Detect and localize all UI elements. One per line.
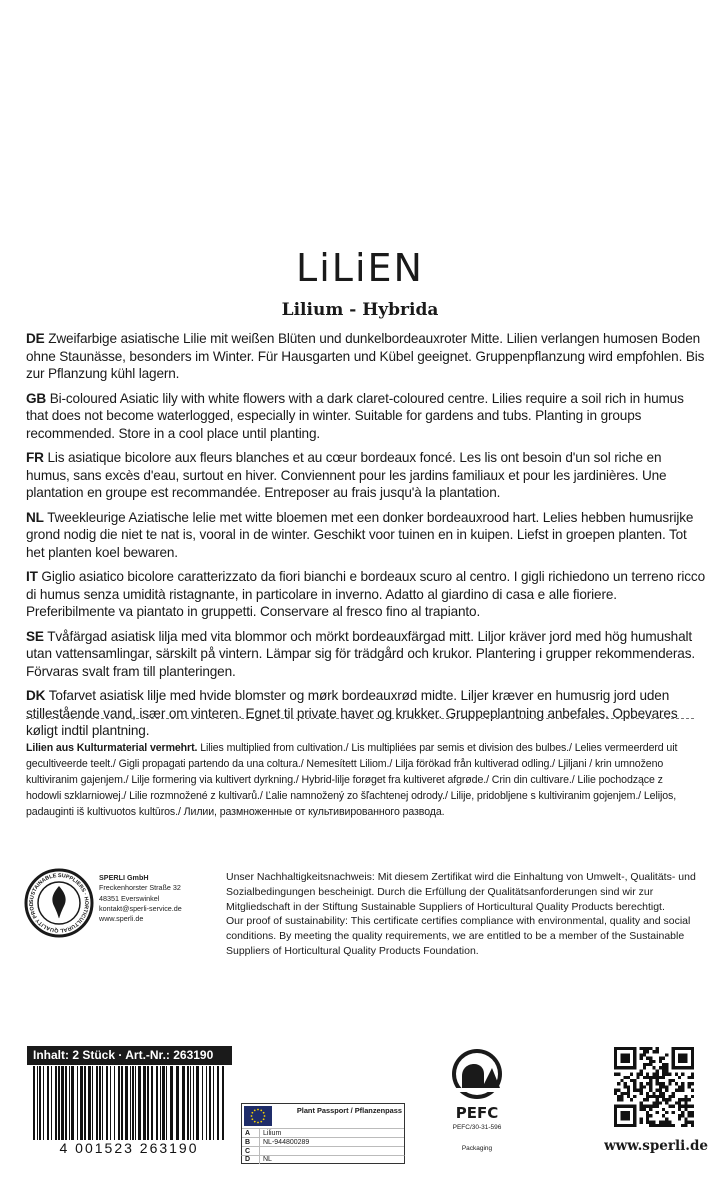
passport-row-c: C xyxy=(242,1146,404,1156)
sustainable-suppliers-seal-icon xyxy=(24,868,94,938)
description-text: Zweifarbige asiatische Lilie mit weißen Blüten und dunkelbordeauxroter Mitte. Lilien verlangen humosen Boden ohne Staunässe, besonders im Winter. Für Hausgarten und Kübel geeignet. Gruppenpflanzung wird empfohlen. Bis zur Pflanzung kühl lagern. xyxy=(26,331,705,381)
origin-text: Lilies multiplied from cultivation./ Lis multipliées par semis et division des bulbes./ Lelies vermeerderd uit gecultiveerde teelt./ Gigli propagati partendo da una coltura./ Nemesített Liliom./ Lilja förökad från kultiverad odling./ Ljiljani / krin umnoženo kultiviranim gajenjem./ Lilje formering via kultivert dyrkning./ Hybrid-lilje forøget fra kultiveret afgrøde./ Crin din cultivare./ Lilie pochodzące z hodowli szklarniowej./ Lilie rozmnožené z kultivarů./ Ľalie namnožený zo šľachtenej odrody./ Lilije, pridobljene s kultiviranim gojenjem./ Lelijos, padauginti iš kultivuotos kultūros./ Лилии, размноженные от культивированного развода. xyxy=(26,742,678,818)
qr-code[interactable] xyxy=(614,1047,694,1127)
ean-barcode xyxy=(27,1066,232,1156)
language-code: GB xyxy=(26,390,47,406)
language-code: IT xyxy=(26,569,38,584)
description-fr xyxy=(26,449,706,502)
cut-line-divider xyxy=(26,718,694,719)
language-code: DE xyxy=(26,331,45,346)
pefc-code: PEFC/30-31-596 xyxy=(452,1124,502,1131)
pefc-label: PEFC xyxy=(455,1104,499,1122)
plant-passport xyxy=(241,1103,405,1156)
pefc-packaging-label: Packaging xyxy=(461,1145,493,1152)
description-it xyxy=(26,568,706,621)
company-web: www.sperli.de xyxy=(99,914,144,924)
description-text: Bi-coloured Asiatic lily with white flowers with a dark claret-coloured centre. Lilies require a soil rich in humus that does not become waterlogged, especially in winter. Suitable for gardens and tubs. Planting in groups recommended. Store in a cool place until planting. xyxy=(26,390,684,441)
barcode-digits: 4 001523 263190 xyxy=(59,1140,199,1156)
sustainability-statement xyxy=(226,870,696,959)
pefc-logo-icon xyxy=(448,1048,506,1122)
description-list xyxy=(26,330,706,747)
company-name: SPERLI GmbH xyxy=(99,873,149,882)
description-dk xyxy=(26,687,706,740)
passport-title: Plant Passport / Pflanzenpass xyxy=(296,1106,402,1115)
eu-flag-icon xyxy=(244,1106,272,1126)
description-text: Giglio asiatico bicolore caratterizzato da fiori bianchi e bordeaux scuro al centro. I gigli richiedono un terreno ricco di humus senza umidità ristagnante, in particolare in inverno. Adatto al giardino di casa e alle fioriere. Preferibilmente va piantato in gruppetti. Conservare al fresco fino al trapianto. xyxy=(26,569,705,619)
botanical-name: Lilium - Hybrida xyxy=(281,300,439,320)
product-title: LiLiEN xyxy=(296,246,424,290)
description-text: Tofarvet asiatisk lilje med hvide blomster og mørk bordeauxrød midte. Liljer kræver en humusrig jord uden stillestående vand, især om vinteren. Egnet til private haver og krukker. Gruppeplantning anbefales. Opbevares køligt indtil plantning. xyxy=(26,688,678,738)
description-text: Lis asiatique bicolore aux fleurs blanches et au cœur bordeaux foncé. Les lis ont besoin d'un sol riche en humus, sans excès d'eau, surtout en hiver. Conviennent pour les jardins familiaux et pour les jardinières. Une plantation en groupe est recommandée. Entreposer au frais jusqu'à la plantation. xyxy=(26,450,667,500)
description-text: Tweekleurige Aziatische lelie met witte bloemen met een donker bordeauxrood hart. Lelies hebben humusrijke grond nodig die niet te nat is, vooral in de winter. Geschikt voor tuinen en in kuipen. Liefst in groepen planten. Tot het planten koel bewaren. xyxy=(26,509,694,560)
seal-ring-text: SUSTAINABLE SUPPLIERS · HORTICULTURAL QUALITY PROD xyxy=(28,872,90,934)
passport-row-d: D NL xyxy=(241,1155,405,1164)
language-code: DK xyxy=(26,688,46,703)
company-email: kontakt@sperli-service.de xyxy=(99,903,182,913)
origin-lead: Lilien aus Kulturmaterial vermehrt. xyxy=(26,742,198,754)
company-address xyxy=(99,873,182,924)
description-se xyxy=(26,628,706,681)
passport-row-a: A Lilium xyxy=(242,1128,404,1138)
website-url[interactable]: www.sperli.de xyxy=(604,1138,708,1154)
sustainability-en: Our proof of sustainability: This certificate certifies compliance with environmental, quality and social conditions. By meeting the quality requirements, we are entitled to be a member of the Sustainable Suppliers of Horticultural Quality Products Foundation. xyxy=(226,915,691,957)
language-code: NL xyxy=(26,509,44,525)
company-street: Freckenhorster Straße 32 xyxy=(99,883,181,893)
description-nl xyxy=(26,509,706,562)
language-code: FR xyxy=(26,450,44,465)
description-text: Tvåfärgad asiatisk lilja med vita blommor och mörkt bordeauxfärgad mitt. Liljor kräver jord med hög humushalt utan vattensamlingar, särskilt på vintern. Lämpar sig för trädgård och krukor. Plantering i grupper rekommenderas. Förvaras svalt fram till planteringen. xyxy=(26,628,695,679)
content-article-number: Inhalt: 2 Stück · Art.-Nr.: 263190 xyxy=(27,1046,232,1065)
description-de xyxy=(26,330,706,383)
description-gb xyxy=(26,390,706,443)
passport-row-b: B NL-944800289 xyxy=(242,1137,404,1147)
language-code: SE xyxy=(26,628,44,644)
cultivation-origin-note xyxy=(26,740,698,820)
company-city: 48351 Everswinkel xyxy=(99,893,160,903)
sustainability-de: Unser Nachhaltigkeitsnachweis: Mit diesem Zertifikat wird die Einhaltung von Umwelt-, Qualitäts- und Sozialbedingungen bescheinigt. Durch die Erfüllung der Qualitätsanforderungen sind wir zur Mitgliedschaft in der Stiftung Sustainable Suppliers of Horticultural Quality Products berechtigt. xyxy=(226,871,696,913)
